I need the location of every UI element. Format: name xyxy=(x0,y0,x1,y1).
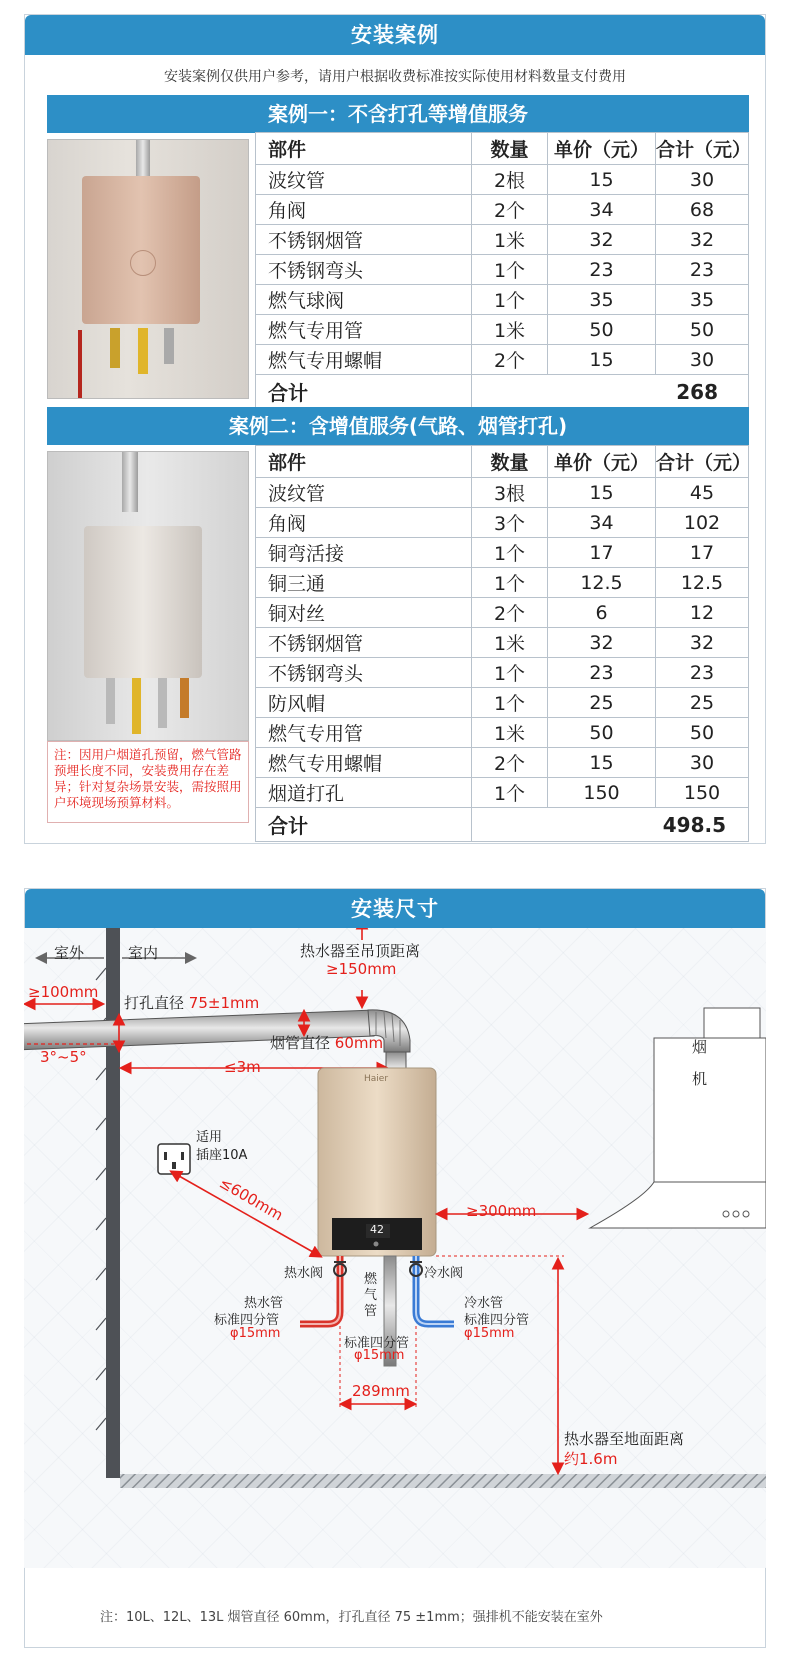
table-row xyxy=(256,225,749,255)
qty-cell: 1米 xyxy=(472,718,548,748)
subtotal-cell: 32 xyxy=(656,225,749,255)
qty-cell: 1个 xyxy=(472,658,548,688)
cold-pipe-name: 冷水管 xyxy=(464,1296,504,1311)
table-row xyxy=(256,345,749,375)
case1-table xyxy=(255,132,752,409)
subtotal-cell: 32 xyxy=(656,628,749,658)
total-label: 合计 xyxy=(256,808,472,842)
ceiling-value: ≥150mm xyxy=(326,960,397,978)
install-diagram xyxy=(24,928,766,1568)
qty-cell: 1米 xyxy=(472,628,548,658)
subtotal-cell: 23 xyxy=(656,658,749,688)
subtotal-cell: 50 xyxy=(656,315,749,345)
table-row xyxy=(256,508,749,538)
socket-label-1: 适用 xyxy=(196,1130,223,1145)
part-cell: 防风帽 xyxy=(256,688,472,718)
indoor-label: 室内 xyxy=(128,944,159,962)
part-cell: 波纹管 xyxy=(256,165,472,195)
outdoor-label: 室外 xyxy=(54,944,85,962)
qty-cell: 2个 xyxy=(472,345,548,375)
outside-distance: ≥100mm xyxy=(28,983,99,1001)
subtotal-cell: 12 xyxy=(656,598,749,628)
part-cell: 燃气球阀 xyxy=(256,285,472,315)
subtotal-cell: 68 xyxy=(656,195,749,225)
unit-price-cell: 17 xyxy=(548,538,656,568)
unit-price-cell: 50 xyxy=(548,718,656,748)
gas-pipe-char-1: 燃 xyxy=(364,1272,378,1287)
table-row xyxy=(256,165,749,195)
qty-cell: 3个 xyxy=(472,508,548,538)
unit-price-cell: 32 xyxy=(548,628,656,658)
diagram-svg xyxy=(24,928,766,1568)
table-header-row xyxy=(256,446,749,478)
gas-pipe-char-2: 气 xyxy=(364,1288,378,1303)
part-cell: 铜弯活接 xyxy=(256,538,472,568)
hood-char-2: 机 xyxy=(692,1070,708,1088)
subtotal-cell: 17 xyxy=(656,538,749,568)
qty-cell: 1个 xyxy=(472,285,548,315)
part-cell: 角阀 xyxy=(256,508,472,538)
case1-photo xyxy=(47,139,249,399)
flue-diameter-label: 烟管直径 xyxy=(270,1034,331,1052)
wall xyxy=(106,928,120,1478)
qty-cell: 1米 xyxy=(472,315,548,345)
floor xyxy=(120,1474,766,1488)
table-row xyxy=(256,778,749,808)
case1-title: 案例一：不含打孔等增值服务 xyxy=(47,95,749,133)
qty-cell: 2个 xyxy=(472,748,548,778)
table-row xyxy=(256,538,749,568)
unit-price-cell: 15 xyxy=(548,748,656,778)
subtotal-cell: 23 xyxy=(656,255,749,285)
unit-price-cell: 15 xyxy=(548,345,656,375)
qty-cell: 1个 xyxy=(472,568,548,598)
subtotal-cell: 30 xyxy=(656,165,749,195)
part-cell: 烟道打孔 xyxy=(256,778,472,808)
socket xyxy=(158,1144,190,1174)
header-qty: 数量 xyxy=(472,446,548,478)
install-case-title: 安装案例 xyxy=(25,15,765,55)
header-unit-price: 单价（元） xyxy=(548,133,656,165)
header-qty: 数量 xyxy=(472,133,548,165)
hood-char-1: 烟 xyxy=(692,1038,708,1056)
table-row xyxy=(256,285,749,315)
cold-valve-label: 冷水阀 xyxy=(424,1266,464,1281)
table-row xyxy=(256,195,749,225)
gas-pipe-char-3: 管 xyxy=(364,1304,378,1319)
subtotal-cell: 150 xyxy=(656,778,749,808)
part-cell: 铜对丝 xyxy=(256,598,472,628)
table-row xyxy=(256,688,749,718)
unit-price-cell: 35 xyxy=(548,285,656,315)
table-row xyxy=(256,718,749,748)
hot-pipe-name: 热水管 xyxy=(244,1296,284,1311)
table-row xyxy=(256,628,749,658)
flue-diameter-value: 60mm xyxy=(334,1034,384,1052)
install-case-notice: 安装案例仅供用户参考，请用户根据收费标准按实际使用材料数量支付费用 xyxy=(164,69,626,85)
subtotal-cell: 45 xyxy=(656,478,749,508)
qty-cell: 1个 xyxy=(472,538,548,568)
cold-pipe-spec: 标准四分管 xyxy=(464,1313,530,1328)
table-header-row xyxy=(256,133,749,165)
part-cell: 不锈钢弯头 xyxy=(256,658,472,688)
hole-diameter-value: 75±1mm xyxy=(188,994,260,1012)
unit-price-cell: 15 xyxy=(548,165,656,195)
part-cell: 不锈钢烟管 xyxy=(256,225,472,255)
hood-distance: ≥300mm xyxy=(466,1202,537,1220)
part-cell: 燃气专用管 xyxy=(256,718,472,748)
header-part: 部件 xyxy=(256,133,472,165)
part-cell: 铜三通 xyxy=(256,568,472,598)
flue-diameter xyxy=(270,1032,383,1053)
subtotal-cell: 35 xyxy=(656,285,749,315)
hole-diameter-label: 打孔直径 xyxy=(124,994,185,1012)
unit-price-cell: 6 xyxy=(548,598,656,628)
unit-price-cell: 50 xyxy=(548,315,656,345)
ceiling-label: 热水器至吊顶距离 xyxy=(300,942,421,960)
hot-pipe-diameter: φ15mm xyxy=(230,1326,281,1341)
hot-pipe-spec: 标准四分管 xyxy=(214,1313,280,1328)
qty-cell: 3根 xyxy=(472,478,548,508)
part-cell: 燃气专用螺帽 xyxy=(256,748,472,778)
header-unit-price: 单价（元） xyxy=(548,446,656,478)
part-cell: 波纹管 xyxy=(256,478,472,508)
unit-price-cell: 34 xyxy=(548,508,656,538)
table-row xyxy=(256,598,749,628)
case1-total-value: 268 xyxy=(472,375,749,409)
header-part: 部件 xyxy=(256,446,472,478)
header-subtotal: 合计（元） xyxy=(656,446,749,478)
table-row xyxy=(256,315,749,345)
wall-distance: ≤3m xyxy=(224,1058,261,1076)
qty-cell: 2个 xyxy=(472,598,548,628)
bottom-note: 注：10L、12L、13L 烟管直径 60mm，打孔直径 75 ±1mm；强排机不能安装在室外 xyxy=(100,1610,603,1625)
qty-cell: 1个 xyxy=(472,688,548,718)
unit-price-cell: 23 xyxy=(548,255,656,285)
subtotal-cell: 102 xyxy=(656,508,749,538)
subtotal-cell: 12.5 xyxy=(656,568,749,598)
socket-label-2: 插座10A xyxy=(196,1148,248,1163)
unit-price-cell: 25 xyxy=(548,688,656,718)
install-size-title: 安装尺寸 xyxy=(25,889,765,929)
qty-cell: 1米 xyxy=(472,225,548,255)
header-subtotal: 合计（元） xyxy=(656,133,749,165)
qty-cell: 1个 xyxy=(472,778,548,808)
qty-cell: 2个 xyxy=(472,195,548,225)
floor-distance-value: 约1.6m xyxy=(564,1450,618,1468)
part-cell: 燃气专用管 xyxy=(256,315,472,345)
case2-total-row xyxy=(256,808,749,842)
part-cell: 不锈钢弯头 xyxy=(256,255,472,285)
subtotal-cell: 50 xyxy=(656,718,749,748)
case2-photo xyxy=(47,451,249,741)
part-cell: 不锈钢烟管 xyxy=(256,628,472,658)
table-row xyxy=(256,658,749,688)
table-row xyxy=(256,568,749,598)
floor-distance-label: 热水器至地面距离 xyxy=(564,1430,685,1448)
subtotal-cell: 25 xyxy=(656,688,749,718)
range-hood xyxy=(590,1008,766,1228)
case2-title: 案例二：含增值服务(气路、烟管打孔) xyxy=(47,407,749,445)
case2-total-value: 498.5 xyxy=(472,808,749,842)
socket-distance: ≤600mm xyxy=(216,1173,287,1225)
install-case-panel xyxy=(24,14,766,844)
total-label: 合计 xyxy=(256,375,472,409)
cold-pipe-diameter: φ15mm xyxy=(464,1326,515,1341)
table-row xyxy=(256,478,749,508)
unit-price-cell: 12.5 xyxy=(548,568,656,598)
part-cell: 角阀 xyxy=(256,195,472,225)
heater-brand-logo: Haier xyxy=(364,1074,389,1084)
slope-angle: 3°~5° xyxy=(40,1048,87,1066)
part-cell: 燃气专用螺帽 xyxy=(256,345,472,375)
unit-price-cell: 15 xyxy=(548,478,656,508)
table-row xyxy=(256,255,749,285)
unit-price-cell: 23 xyxy=(548,658,656,688)
table-row xyxy=(256,748,749,778)
gas-pipe-spec: 标准四分管 xyxy=(344,1336,410,1351)
heater-display-value: 42 xyxy=(370,1223,384,1236)
unit-price-cell: 150 xyxy=(548,778,656,808)
unit-price-cell: 34 xyxy=(548,195,656,225)
case2-note: 注：因用户烟道孔预留，燃气管路预埋长度不同，安装费用存在差异；针对复杂场景安装，需按照用户环境现场预算材料。 xyxy=(47,741,249,823)
case1-total-row xyxy=(256,375,749,409)
case2-table xyxy=(255,445,752,842)
subtotal-cell: 30 xyxy=(656,748,749,778)
gas-pipe-diameter: φ15mm xyxy=(354,1348,405,1363)
hot-valve-label: 热水阀 xyxy=(284,1266,324,1281)
pipe-span: 289mm xyxy=(352,1382,410,1400)
subtotal-cell: 30 xyxy=(656,345,749,375)
qty-cell: 2根 xyxy=(472,165,548,195)
hole-diameter xyxy=(124,992,259,1013)
unit-price-cell: 32 xyxy=(548,225,656,255)
qty-cell: 1个 xyxy=(472,255,548,285)
